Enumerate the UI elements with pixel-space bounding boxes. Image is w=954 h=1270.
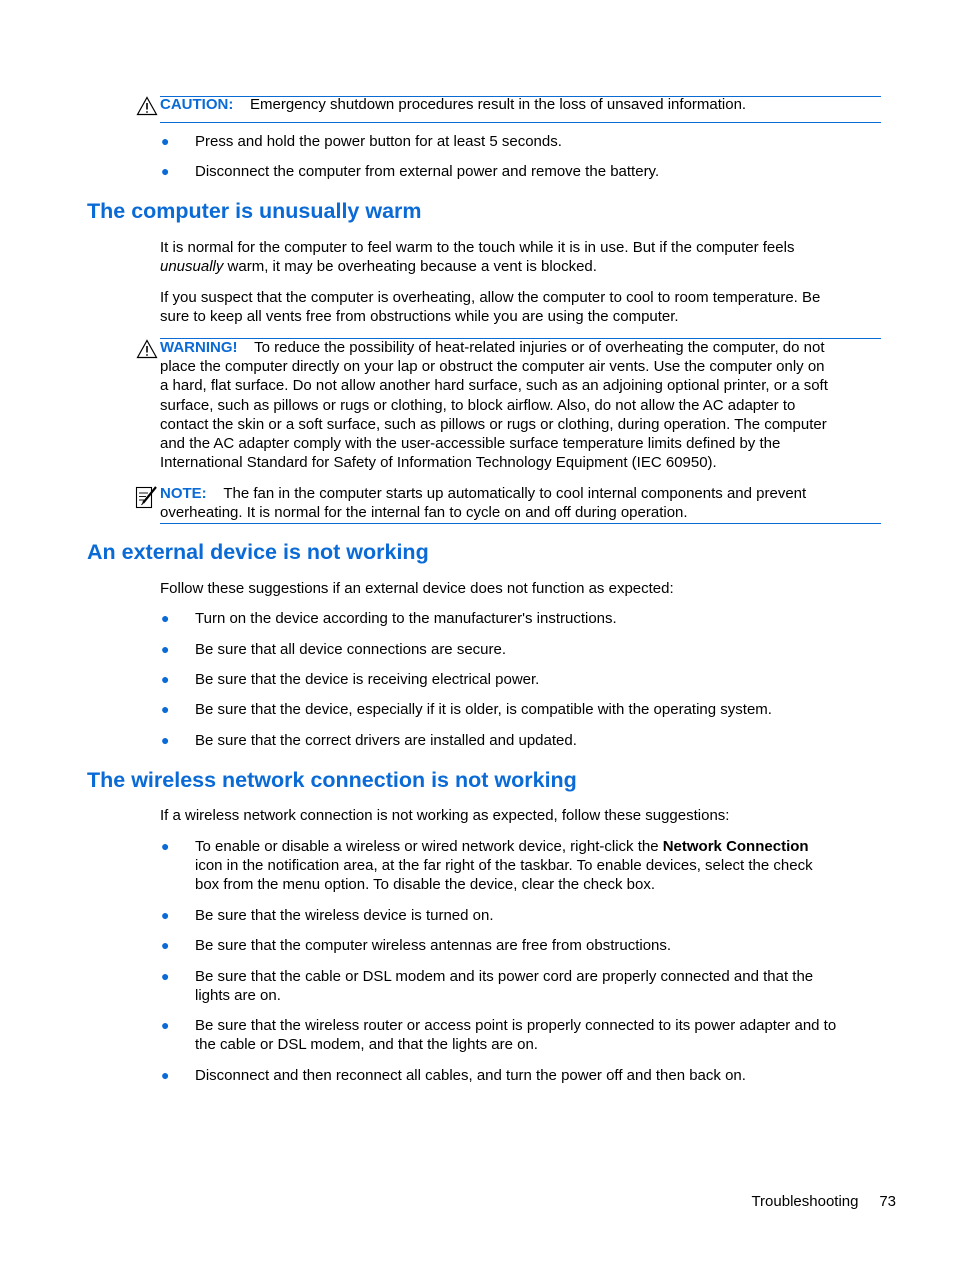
list-item: Be sure that the device, especially if it is older, is compatible with the operating system. <box>195 701 772 718</box>
note-bottom-rule <box>160 523 881 524</box>
bullet-marker: ● <box>161 641 170 657</box>
bullet-marker: ● <box>161 163 170 179</box>
paragraph: It is normal for the computer to feel warm to the touch while it is in use. But if the computer feels unusually warm, it may be overheating because a vent is blocked. <box>160 239 795 276</box>
caution-text: Emergency shutdown procedures result in the loss of unsaved information. <box>250 96 747 113</box>
section-title-external: An external device is not working <box>87 540 429 564</box>
list-item: Be sure that the wireless device is turned on. <box>195 907 494 924</box>
bullet-marker: ● <box>161 133 170 149</box>
list-item: Be sure that the wireless router or access point is properly connected to its power adapter and to the cable or DSL modem, and that the lights are on. <box>195 1017 837 1054</box>
caution-note <box>160 95 880 114</box>
section-title-warm: The computer is unusually warm <box>87 199 422 223</box>
warning-note: WARNING! To reduce the possibility of heat-related injuries or of overheating the computer, do not place the computer directly on your lap or obstruct the computer air vents. Use the computer only on a hard, flat surface. Do not allow another hard surface, such as an adjoining optional printer, or a soft surface, such as pillows or rugs or clothing, to block airflow. Also, do not allow the AC adapter to contact the skin or a soft surface, such as pillows or rugs or clothing, during operation. The computer and the AC adapter comply with the user-accessible surface temperature limits defined by the International Standard for Safety of Information Technology Equipment (IEC 60950). <box>160 339 828 472</box>
list-item: Be sure that the computer wireless antennas are free from obstructions. <box>195 937 672 954</box>
paragraph: If you suspect that the computer is overheating, allow the computer to cool to room temperature. Be sure to keep all vents free from obstructions while you are using the computer. <box>160 289 821 326</box>
paragraph: If a wireless network connection is not working as expected, follow these suggestions: <box>160 807 730 824</box>
bullet-marker: ● <box>161 610 170 626</box>
note-label: NOTE: <box>160 485 207 502</box>
page-number: 73 <box>879 1193 896 1210</box>
bullet-marker: ● <box>161 907 170 923</box>
bullet-marker: ● <box>161 937 170 953</box>
footer-section-name: Troubleshooting <box>751 1193 859 1210</box>
warning-triangle-icon <box>136 96 158 116</box>
list-item: Be sure that the correct drivers are installed and updated. <box>195 732 577 749</box>
list-item: Be sure that all device connections are secure. <box>195 641 507 658</box>
list-item: To enable or disable a wireless or wired network device, right-click the Network Connection icon in the notification area, at the far right of the taskbar. To enable devices, select the check box from the menu option. To disable the device, clear the check box. <box>195 838 813 894</box>
list-item: Press and hold the power button for at least 5 seconds. <box>195 133 562 150</box>
bullet-marker: ● <box>161 968 170 984</box>
bullet-marker: ● <box>161 732 170 748</box>
note-pencil-icon <box>135 484 159 510</box>
section-title-wireless: The wireless network connection is not working <box>87 768 577 792</box>
caution-bottom-rule <box>160 122 881 123</box>
paragraph: Follow these suggestions if an external device does not function as expected: <box>160 580 674 597</box>
caution-label: CAUTION: <box>160 96 234 113</box>
list-item: Be sure that the cable or DSL modem and its power cord are properly connected and that the lights are on. <box>195 968 814 1005</box>
bullet-marker: ● <box>161 701 170 717</box>
bullet-marker: ● <box>161 838 170 854</box>
note-callout: NOTE: The fan in the computer starts up automatically to cool internal components and prevent overheating. It is normal for the internal fan to cycle on and off during operation. <box>160 485 807 522</box>
list-item: Be sure that the device is receiving electrical power. <box>195 671 540 688</box>
warning-triangle-icon <box>136 339 158 359</box>
list-item: Disconnect the computer from external power and remove the battery. <box>195 163 660 180</box>
bullet-marker: ● <box>161 1017 170 1033</box>
list-item: Disconnect and then reconnect all cables, and turn the power off and then back on. <box>195 1067 746 1084</box>
list-item: Turn on the device according to the manufacturer's instructions. <box>195 610 617 627</box>
page-footer <box>751 1192 896 1211</box>
warning-label: WARNING! <box>160 339 238 356</box>
bullet-marker: ● <box>161 671 170 687</box>
bullet-marker: ● <box>161 1067 170 1083</box>
